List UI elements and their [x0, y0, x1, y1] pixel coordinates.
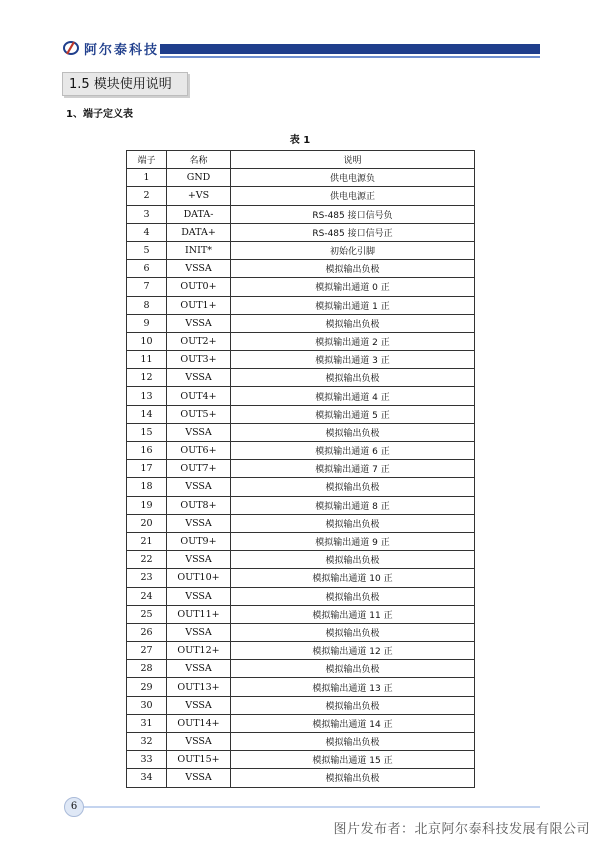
brand-name: 阿尔泰科技	[84, 43, 160, 58]
table-row	[127, 442, 475, 460]
cell-pin: 15	[127, 423, 167, 441]
cell-pin: 21	[127, 532, 167, 550]
cell-pin: 1	[127, 169, 167, 187]
cell-description: RS-485 接口信号负	[231, 205, 475, 223]
cell-name: VSSA	[167, 733, 231, 751]
table-caption: 表 1	[289, 135, 311, 146]
cell-pin: 19	[127, 496, 167, 514]
cell-description: 模拟输出通道 7 正	[231, 460, 475, 478]
cell-description: 模拟输出通道 13 正	[231, 678, 475, 696]
cell-pin: 30	[127, 696, 167, 714]
table-row	[127, 769, 475, 787]
cell-name: DATA-	[167, 205, 231, 223]
cell-pin: 3	[127, 205, 167, 223]
table-row	[127, 532, 475, 550]
table-row	[127, 714, 475, 732]
cell-name: VSSA	[167, 696, 231, 714]
table-row	[127, 460, 475, 478]
table-row	[127, 278, 475, 296]
cell-name: OUT3+	[167, 351, 231, 369]
cell-pin: 13	[127, 387, 167, 405]
footer-line	[78, 806, 540, 808]
table-row	[127, 678, 475, 696]
cell-name: OUT14+	[167, 714, 231, 732]
cell-name: +VS	[167, 187, 231, 205]
cell-pin: 27	[127, 642, 167, 660]
cell-description: 模拟输出负极	[231, 314, 475, 332]
cell-pin: 24	[127, 587, 167, 605]
cell-description: 模拟输出负极	[231, 260, 475, 278]
cell-name: VSSA	[167, 551, 231, 569]
page-number: 6	[64, 797, 84, 817]
cell-description: 模拟输出通道 8 正	[231, 496, 475, 514]
cell-name: OUT13+	[167, 678, 231, 696]
table-row	[127, 332, 475, 350]
cell-name: OUT5+	[167, 405, 231, 423]
header-name: 名称	[167, 151, 231, 169]
table-row	[127, 296, 475, 314]
cell-description: 供电电源负	[231, 169, 475, 187]
cell-description: 模拟输出负极	[231, 769, 475, 787]
cell-name: VSSA	[167, 314, 231, 332]
cell-pin: 4	[127, 223, 167, 241]
cell-name: OUT0+	[167, 278, 231, 296]
table-row	[127, 369, 475, 387]
table-row	[127, 514, 475, 532]
table-row	[127, 223, 475, 241]
cell-name: DATA+	[167, 223, 231, 241]
publisher-credit: 图片发布者：北京阿尔泰科技发展有限公司	[333, 822, 590, 837]
cell-description: 模拟输出通道 6 正	[231, 442, 475, 460]
cell-name: VSSA	[167, 260, 231, 278]
cell-pin: 7	[127, 278, 167, 296]
cell-description: 模拟输出负极	[231, 623, 475, 641]
table-row	[127, 405, 475, 423]
cell-description: 模拟输出通道 2 正	[231, 332, 475, 350]
cell-pin: 26	[127, 623, 167, 641]
table-row	[127, 351, 475, 369]
cell-name: OUT10+	[167, 569, 231, 587]
cell-name: OUT9+	[167, 532, 231, 550]
cell-description: 模拟输出负极	[231, 551, 475, 569]
cell-pin: 17	[127, 460, 167, 478]
cell-name: OUT8+	[167, 496, 231, 514]
cell-name: INIT*	[167, 241, 231, 259]
cell-name: OUT6+	[167, 442, 231, 460]
cell-description: 模拟输出通道 12 正	[231, 642, 475, 660]
header-underline	[160, 56, 540, 58]
cell-pin: 11	[127, 351, 167, 369]
cell-description: 模拟输出负极	[231, 733, 475, 751]
cell-name: VSSA	[167, 478, 231, 496]
cell-pin: 5	[127, 241, 167, 259]
table-row	[127, 696, 475, 714]
table-row	[127, 187, 475, 205]
table-row	[127, 605, 475, 623]
cell-name: VSSA	[167, 623, 231, 641]
cell-description: RS-485 接口信号正	[231, 223, 475, 241]
cell-name: VSSA	[167, 423, 231, 441]
cell-pin: 29	[127, 678, 167, 696]
cell-description: 模拟输出负极	[231, 514, 475, 532]
company-logo-icon	[62, 40, 82, 56]
cell-pin: 8	[127, 296, 167, 314]
cell-description: 模拟输出负极	[231, 660, 475, 678]
cell-description: 模拟输出负极	[231, 423, 475, 441]
cell-name: VSSA	[167, 514, 231, 532]
cell-pin: 34	[127, 769, 167, 787]
cell-pin: 31	[127, 714, 167, 732]
cell-pin: 33	[127, 751, 167, 769]
cell-name: GND	[167, 169, 231, 187]
table-row	[127, 205, 475, 223]
cell-pin: 6	[127, 260, 167, 278]
cell-pin: 10	[127, 332, 167, 350]
cell-name: VSSA	[167, 369, 231, 387]
cell-pin: 20	[127, 514, 167, 532]
cell-description: 模拟输出负极	[231, 369, 475, 387]
cell-name: VSSA	[167, 769, 231, 787]
table-row	[127, 660, 475, 678]
table-row	[127, 623, 475, 641]
table-row	[127, 569, 475, 587]
cell-description: 模拟输出通道 3 正	[231, 351, 475, 369]
table-row	[127, 751, 475, 769]
section-heading: 1.5 模块使用说明	[62, 72, 188, 96]
table-row	[127, 260, 475, 278]
cell-pin: 32	[127, 733, 167, 751]
table-row	[127, 642, 475, 660]
cell-pin: 28	[127, 660, 167, 678]
cell-name: OUT1+	[167, 296, 231, 314]
cell-name: OUT7+	[167, 460, 231, 478]
cell-pin: 23	[127, 569, 167, 587]
pin-definition-table	[126, 150, 475, 788]
cell-description: 模拟输出通道 4 正	[231, 387, 475, 405]
header-pin: 端子	[127, 151, 167, 169]
cell-description: 模拟输出通道 14 正	[231, 714, 475, 732]
cell-pin: 16	[127, 442, 167, 460]
cell-pin: 25	[127, 605, 167, 623]
table-row	[127, 423, 475, 441]
cell-description: 模拟输出通道 15 正	[231, 751, 475, 769]
cell-description: 模拟输出通道 0 正	[231, 278, 475, 296]
cell-description: 模拟输出通道 9 正	[231, 532, 475, 550]
cell-name: VSSA	[167, 587, 231, 605]
table-header-row	[127, 151, 475, 169]
cell-description: 模拟输出负极	[231, 696, 475, 714]
cell-description: 模拟输出负极	[231, 478, 475, 496]
page-header	[62, 38, 540, 60]
cell-name: OUT4+	[167, 387, 231, 405]
cell-description: 模拟输出通道 11 正	[231, 605, 475, 623]
cell-description: 模拟输出负极	[231, 587, 475, 605]
cell-name: OUT11+	[167, 605, 231, 623]
table-row	[127, 587, 475, 605]
table-row	[127, 314, 475, 332]
cell-description: 初始化引脚	[231, 241, 475, 259]
cell-name: OUT15+	[167, 751, 231, 769]
cell-pin: 12	[127, 369, 167, 387]
cell-description: 模拟输出通道 1 正	[231, 296, 475, 314]
table-row	[127, 387, 475, 405]
table-row	[127, 551, 475, 569]
cell-name: VSSA	[167, 660, 231, 678]
cell-description: 模拟输出通道 10 正	[231, 569, 475, 587]
subsection-heading: 1、端子定义表	[66, 109, 133, 120]
header-description: 说明	[231, 151, 475, 169]
table-row	[127, 478, 475, 496]
cell-name: OUT2+	[167, 332, 231, 350]
cell-description: 供电电源正	[231, 187, 475, 205]
table-row	[127, 733, 475, 751]
table-row	[127, 169, 475, 187]
cell-pin: 14	[127, 405, 167, 423]
cell-description: 模拟输出通道 5 正	[231, 405, 475, 423]
cell-name: OUT12+	[167, 642, 231, 660]
cell-pin: 18	[127, 478, 167, 496]
table-row	[127, 496, 475, 514]
cell-pin: 2	[127, 187, 167, 205]
cell-pin: 22	[127, 551, 167, 569]
header-bar	[160, 44, 540, 54]
table-row	[127, 241, 475, 259]
cell-pin: 9	[127, 314, 167, 332]
